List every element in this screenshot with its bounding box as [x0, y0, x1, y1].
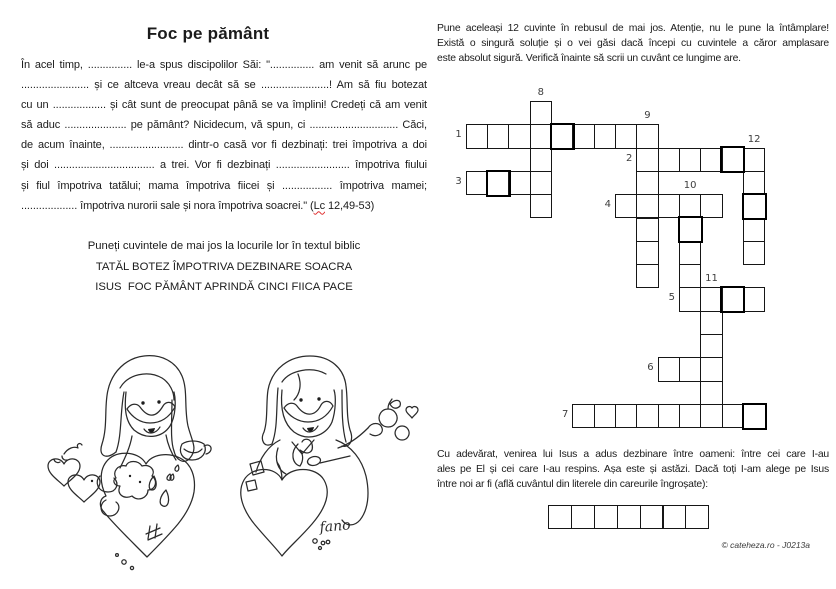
- right-figure-hand: [308, 456, 321, 465]
- crossword-number-2: 2: [625, 152, 633, 164]
- woman-with-patched-heart-drawing: [48, 356, 211, 570]
- left-figure-hand: [101, 500, 119, 516]
- crossword-cell-bold: [678, 216, 703, 243]
- text-line: ....................... și ce altceva vreau decât să se .......................! Am să fiu botezat: [21, 79, 427, 92]
- crossword-number-9: 9: [644, 110, 651, 122]
- word-bank-instruction: Puneți cuvintele de mai jos la locurile lor în textul biblic: [87, 240, 361, 252]
- answer-cell: [685, 505, 709, 529]
- answer-cell: [640, 505, 664, 529]
- word-bank-row-2: ISUS FOC PĂMÂNT APRINDĂ CINCI FIICA PACE: [95, 281, 353, 293]
- stitch-marks: [146, 524, 162, 540]
- illustration: [20, 348, 430, 583]
- text-line: și fiul împotriva tatălui; mama împotriva fiicei și ................. împotriva mamei;: [21, 179, 427, 192]
- spoon: [320, 456, 350, 463]
- text-line: între noi ar fi (află cuvântul din literele din careurile îngroșate):: [437, 479, 708, 491]
- apple: [395, 426, 409, 440]
- copyright-credit: © cateheza.ro - J0213a: [721, 540, 810, 550]
- word-bank-row-1: TATĂL BOTEZ ÎMPOTRIVA DEZBINARE SOACRA: [95, 261, 353, 273]
- crossword-number-3: 3: [455, 175, 462, 187]
- text-line: Pune aceleași 12 cuvinte în rebusul de mai jos. Atenție, nu le pune la întâmplare!: [437, 23, 829, 34]
- crossword-cell-bold: [550, 123, 575, 150]
- text-line: să aduc ..................... pe pământ? Nicidecum, vă spun, ci .............................. Căci,: [21, 119, 427, 132]
- answer-cell: [663, 505, 687, 529]
- text-line: Cu adevărat, venirea lui Isus a adus dezbinare între oameni: între cei care I-au: [437, 449, 829, 460]
- text-line: cu un .................. și cât sunt de preocupat până se va împlini! Credeți că am venit: [21, 99, 427, 112]
- patched-heart: [100, 453, 194, 557]
- crossword-number-8: 8: [537, 87, 545, 98]
- crossword-cell-bold: [742, 403, 767, 430]
- page-title: Foc pe pământ: [146, 24, 270, 43]
- answer-cell: [594, 505, 618, 529]
- crossword-number-10: 10: [683, 180, 697, 192]
- right-figure-hand: [368, 424, 382, 436]
- shirt-pocket: [246, 480, 257, 491]
- text-line: ales pe El și cei care I-au respins. Așa este și astăzi. Dacă toți I-am alege pe Isus: [437, 464, 829, 476]
- crossword-number-1: 1: [455, 129, 462, 141]
- man-with-heart-drawing: [241, 356, 418, 556]
- crossword-number-4: 4: [604, 199, 611, 211]
- crossword-number-6: 6: [647, 362, 654, 374]
- left-figure-nose: [127, 402, 175, 423]
- crossword-number-12: 12: [747, 133, 761, 145]
- bible-last-line-pre: ................... împotriva nurorii sale și nora împotriva soacrei." (: [21, 199, 314, 212]
- small-heart: [68, 475, 100, 502]
- text-line: este absolut sigură. Verifică înainte să scrii un cuvânt ce lungime are.: [437, 53, 741, 65]
- text-line: În acel timp, ............... le-a spus discipolilor Săi: "............... am venit să arunc pe: [21, 59, 427, 71]
- answer-cell: [548, 505, 572, 529]
- tiny-heart: [406, 407, 418, 418]
- right-figure-nose: [284, 401, 333, 422]
- text-line: de acum înainte, ......................... dintr-o casă vor fi dezbinați: trei împotriva a doi: [21, 139, 427, 152]
- crossword-cell-bold: [720, 146, 745, 173]
- artist-signature: fano: [318, 517, 352, 536]
- left-figure-eye: [157, 400, 160, 403]
- crossword-cell-bold: [742, 193, 767, 220]
- right-figure-eye: [317, 397, 320, 400]
- text-line: Există o singură soluție și o vei găsi dacă începi cu cuvintele a căror amplasare: [437, 38, 829, 50]
- apple-leaf: [390, 400, 400, 408]
- right-figure-eye: [299, 398, 302, 401]
- crossword-number-11: 11: [705, 273, 718, 285]
- spellcheck-marked-word: Lc: [313, 199, 325, 212]
- left-figure-eye: [141, 401, 144, 404]
- bible-last-line-post: 12,49-53): [325, 199, 375, 212]
- crossword-number-5: 5: [668, 292, 675, 304]
- answer-cell: [571, 505, 595, 529]
- small-heart: [48, 459, 80, 486]
- crossword-cell-bold: [720, 286, 745, 313]
- text-line: și doi .................................. a trei. Vor fi dezbinați ......................... împotriva fiului: [21, 159, 427, 172]
- crossword-number-7: 7: [561, 408, 569, 420]
- tear-drop: [160, 490, 168, 506]
- apple: [379, 409, 397, 427]
- crossword-cell-bold: [486, 170, 511, 197]
- answer-cell: [617, 505, 641, 529]
